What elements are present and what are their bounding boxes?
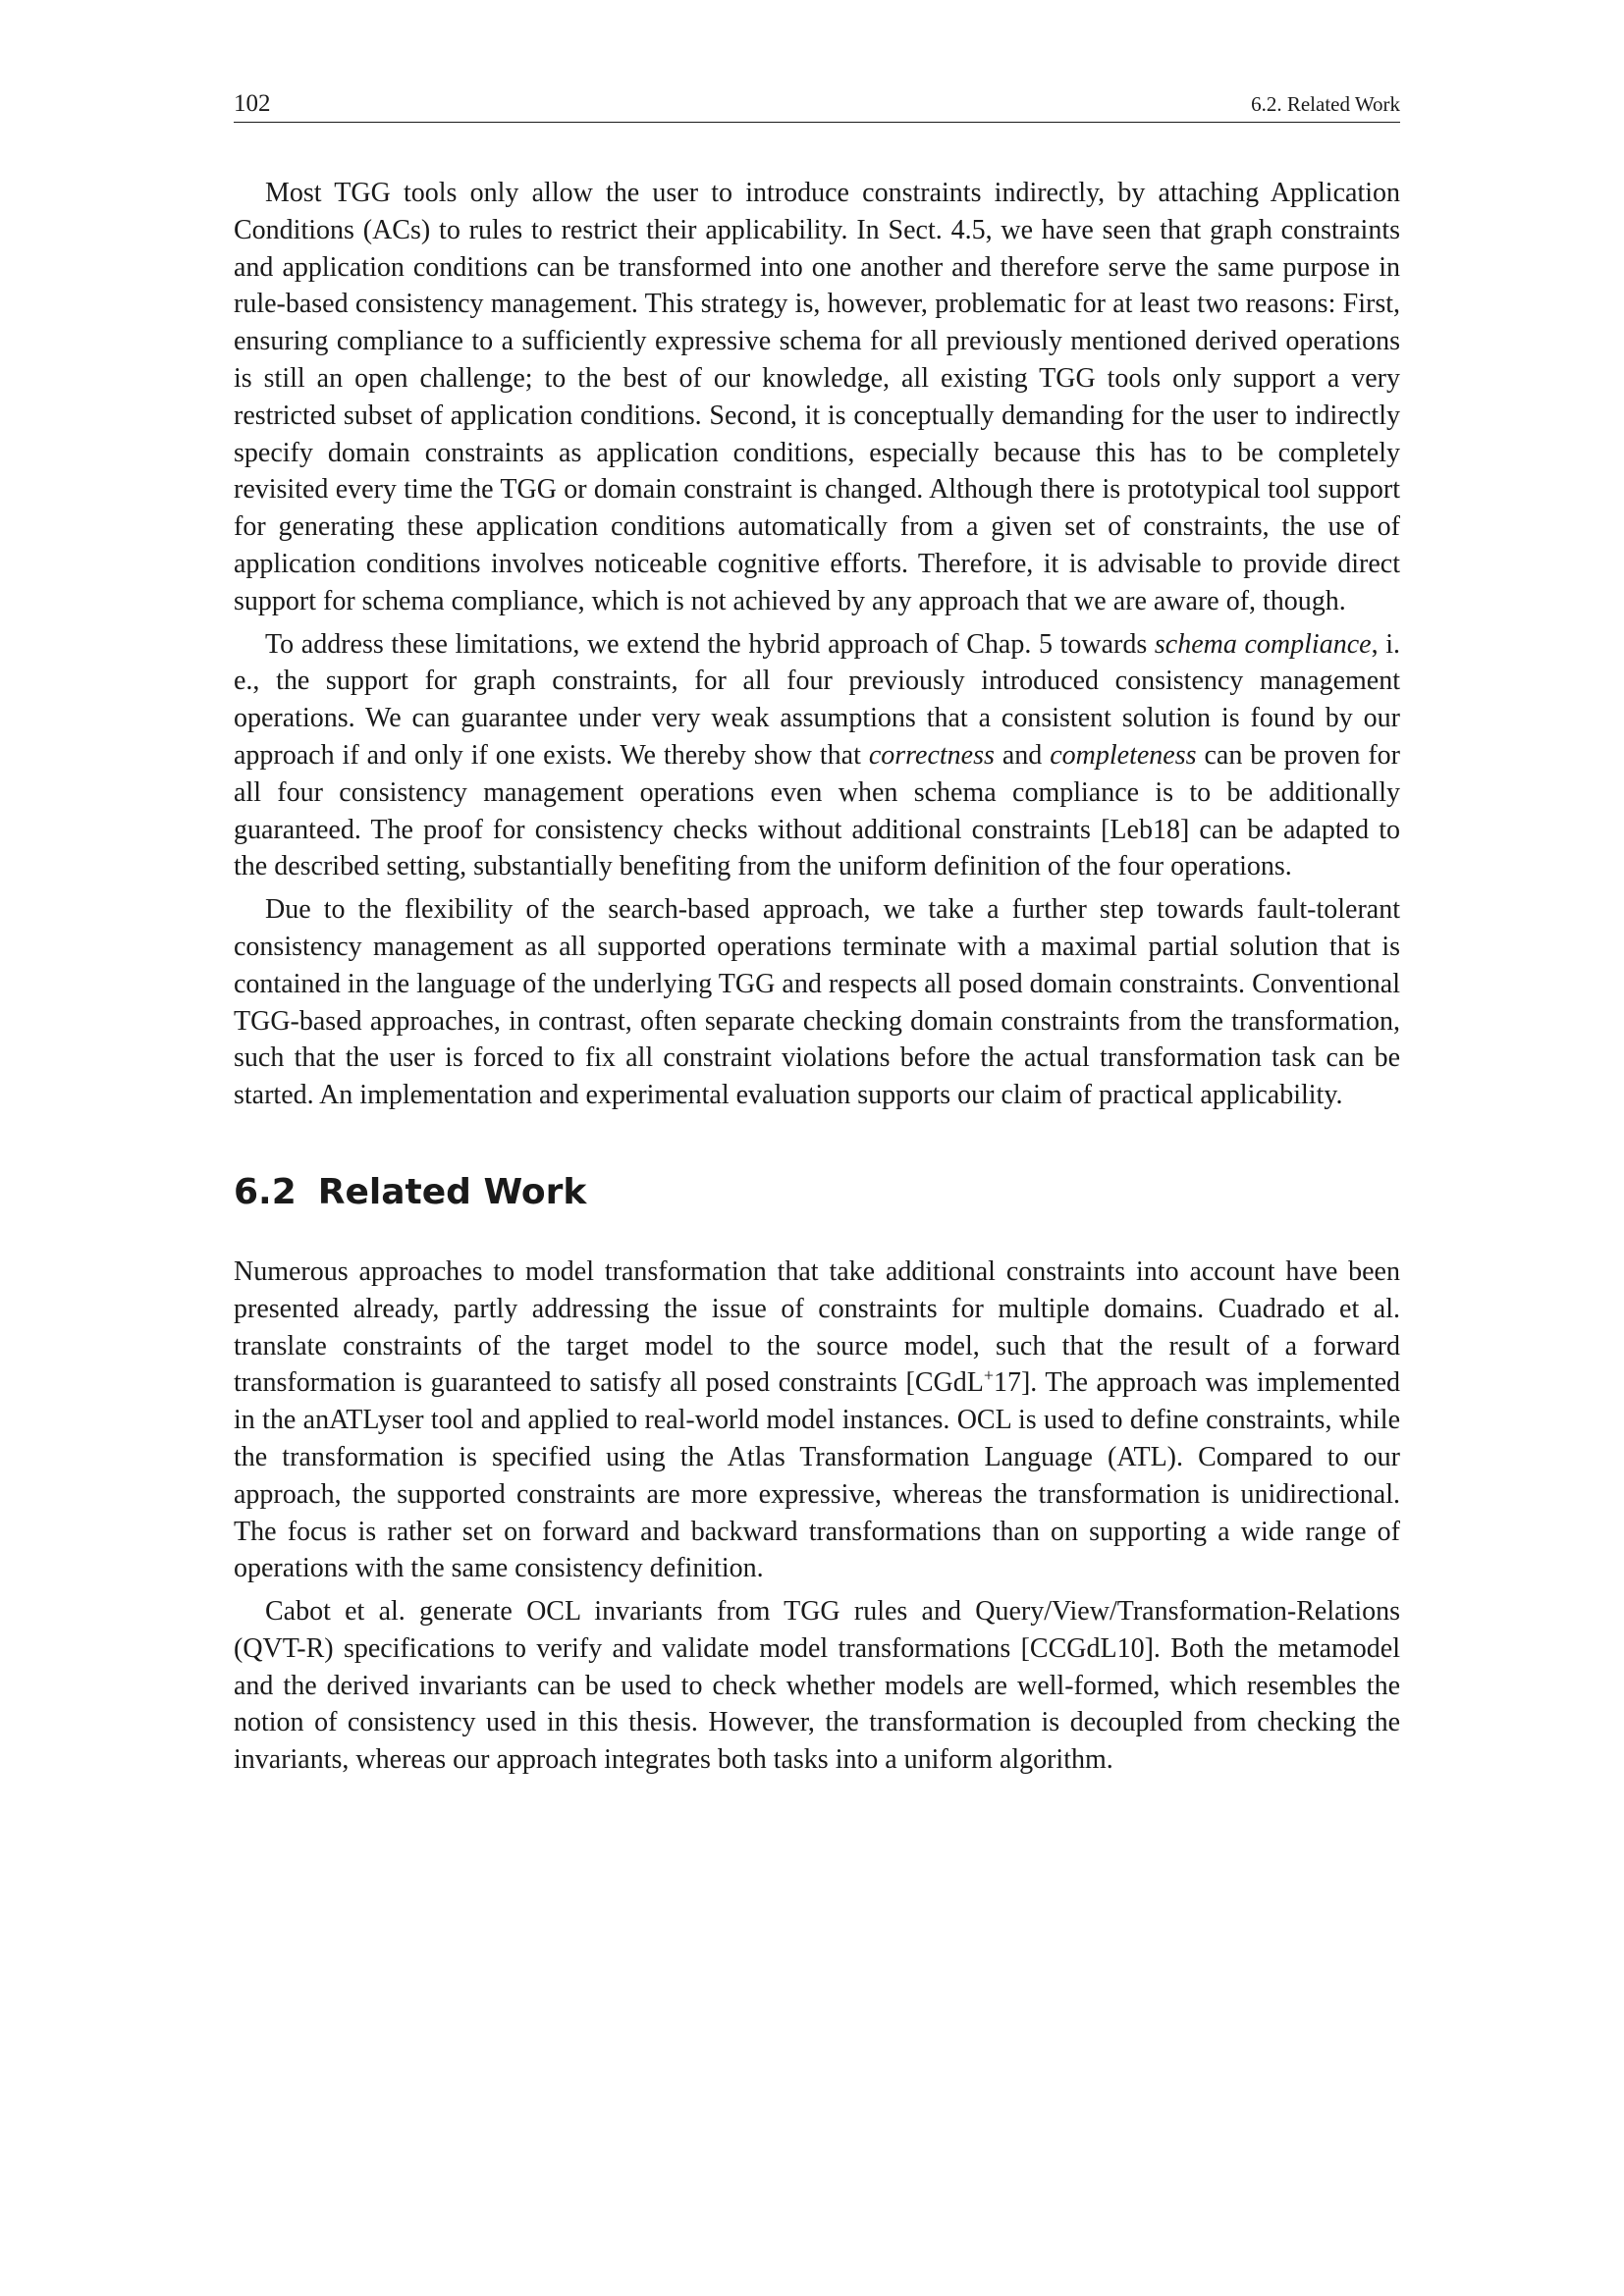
paragraph-2-text-3: and [994, 739, 1051, 771]
paragraph-2-text-1: To address these limitations, we extend the hybrid approach of Chap. 5 towards [265, 628, 1155, 660]
page-number: 102 [234, 90, 271, 117]
section-spacer [234, 1120, 1400, 1171]
section-number: 6.2 [234, 1171, 297, 1212]
citation-superscript: + [983, 1365, 994, 1386]
body-paragraph-2 [234, 626, 1400, 886]
emphasis-completeness: completeness [1050, 739, 1197, 771]
page-header [234, 86, 1400, 123]
section-heading [234, 1171, 1400, 1214]
related-paragraph-2: Cabot et al. generate OCL invariants from TGG rules and Query/View/Transformation-Relations (QVT-R) specifications to verify and validate model transformations [CCGdL10]. Both the metamodel and the derived invariants can be used to check whether models are well-formed, which resembles the notion of consistency used in this thesis. However, the transformation is decoupled from checking the invariants, whereas our approach integrates both tasks into a uniform algorithm. [234, 1596, 1400, 1776]
body-paragraph-1: Most TGG tools only allow the user to introduce constraints indirectly, by attaching Application Conditions (ACs) to rules to restrict their applicability. In Sect. 4.5, we have seen that graph constraints and application conditions can be transformed into one another and therefore serve the same purpose in rule-based consistency management. This strategy is, however, problematic for at least two reasons: First, ensuring compliance to a sufficiently expressive schema for all previously mentioned derived operations is still an open challenge; to the best of our knowledge, all existing TGG tools only support a very restricted subset of application conditions. Second, it is conceptually demanding for the user to indirectly specify domain constraints as application conditions, especially because this has to be completely revisited every time the TGG or domain constraint is changed. Although there is prototypical tool support for generating these application conditions automatically from a given set of constraints, the use of application conditions involves noticeable cognitive efforts. Therefore, it is advisable to provide direct support for schema compliance, which is not achieved by any approach that we are aware of, though. [234, 178, 1400, 616]
page-body [234, 175, 1400, 1785]
emphasis-correctness: correctness [868, 739, 995, 771]
paragraph-2-text-2: , i. e., the support for graph constraints, for all four previously introduced consistency management operations. We can guarantee under very weak assumptions that a consistent solution is found by our approach if and only if one exists. We thereby show that [234, 628, 1400, 771]
related-paragraph-1 [234, 1254, 1400, 1587]
related-paragraph-1-text-1: Numerous approaches to model transformation that take additional constraints into account have been presented already, partly addressing the issue of constraints for multiple domains. Cuadrado et al. translate constraints of the target model to the source model, such that the result of a forward transformation is guaranteed to satisfy all posed constraints [CGdL [234, 1255, 1400, 1399]
body-paragraph-3: Due to the flexibility of the search-based approach, we take a further step towards fault-tolerant consistency management as all supported operations terminate with a maximal partial solution that is contained in the language of the underlying TGG and respects all posed domain constraints. Conventional TGG-based approaches, in contrast, often separate checking domain constraints from the transformation, such that the user is forced to fix all constraint violations before the actual transformation task can be started. An implementation and experimental evaluation supports our claim of practical applicability. [234, 894, 1400, 1111]
section-title: Related Work [317, 1171, 587, 1212]
paragraph-2-text-4: can be proven for all four consistency management operations even when schema compliance is to be additionally guaranteed. The proof for consistency checks without additional constraints [Leb18] can be adapted to the described setting, substantially benefiting from the uniform definition of the four operations. [234, 739, 1400, 882]
emphasis-schema-compliance: schema compliance [1154, 628, 1372, 660]
related-paragraph-1-text-2: 17]. The approach was implemented in the anATLyser tool and applied to real-world model instances. OCL is used to define constraints, while the transformation is specified using the Atlas Transformation Language (ATL). Compared to our approach, the supported constraints are more expressive, whereas the transformation is unidirectional. The focus is rather set on forward and backward transformations than on supporting a wide range of operations with the same consistency definition. [234, 1367, 1400, 1584]
running-title: 6.2. Related Work [1251, 92, 1400, 116]
